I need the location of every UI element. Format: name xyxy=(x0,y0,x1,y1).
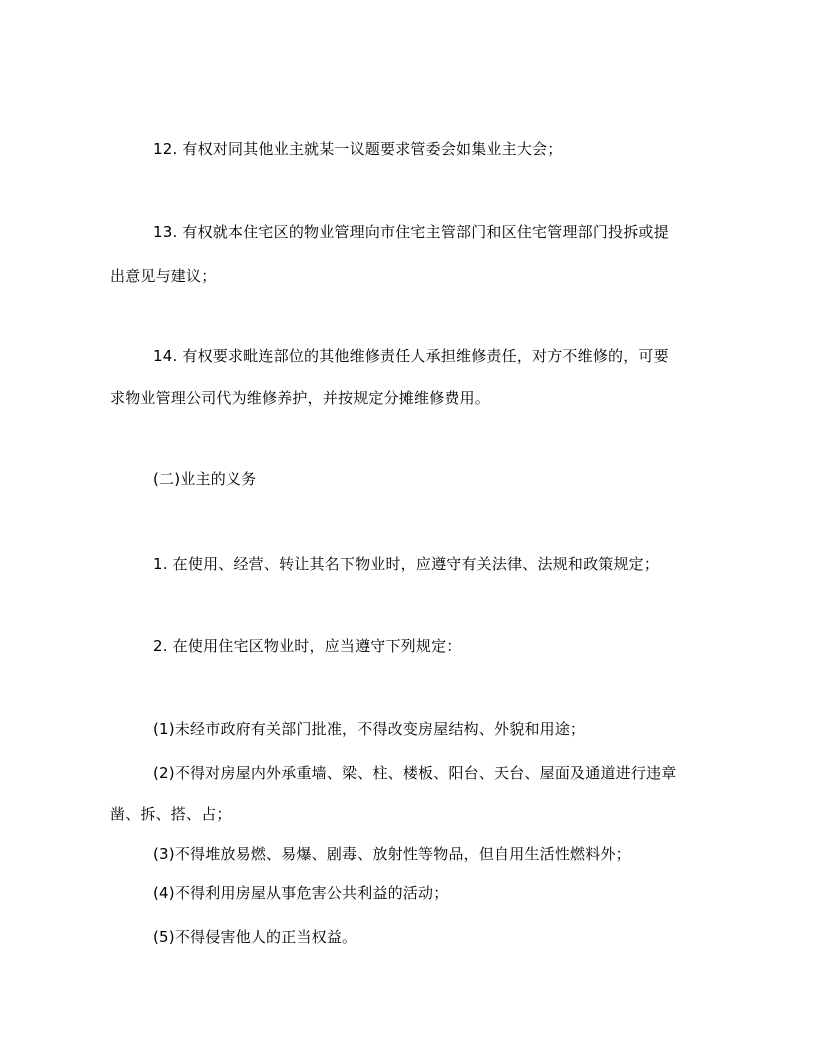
rule-4: (4)不得利用房屋从事危害公共利益的活动； xyxy=(153,884,449,902)
rule-3: (3)不得堆放易燃、易爆、剧毒、放射性等物品，但自用生活性燃料外； xyxy=(153,845,631,863)
rule-2-line-2: 凿、拆、搭、占； xyxy=(110,805,232,823)
section-heading-owner-obligations: (二)业主的义务 xyxy=(153,470,257,488)
obligation-2: 2. 在使用住宅区物业时，应当遵守下列规定： xyxy=(153,637,462,655)
obligation-1: 1. 在使用、经营、转让其名下物业时，应遵守有关法律、法规和政策规定； xyxy=(153,555,660,573)
rule-1: (1)未经市政府有关部门批准，不得改变房屋结构、外貌和用途； xyxy=(153,720,586,738)
paragraph-14-line-2: 求物业管理公司代为维修养护，并按规定分摊维修费用。 xyxy=(110,389,491,407)
paragraph-12-line-1: 12. 有权对同其他业主就某一议题要求管委会如集业主大会； xyxy=(153,140,563,158)
paragraph-14-line-1: 14. 有权要求毗连部位的其他维修责任人承担维修责任，对方不维修的，可要 xyxy=(153,347,669,365)
paragraph-13-line-2: 出意见与建议； xyxy=(110,267,217,285)
rule-5: (5)不得侵害他人的正当权益。 xyxy=(153,928,358,946)
paragraph-13-line-1: 13. 有权就本住宅区的物业管理向市住宅主管部门和区住宅管理部门投拆或提 xyxy=(153,223,669,241)
rule-2-line-1: (2)不得对房屋内外承重墙、梁、柱、楼板、阳台、天台、屋面及通道进行违章 xyxy=(153,764,677,782)
